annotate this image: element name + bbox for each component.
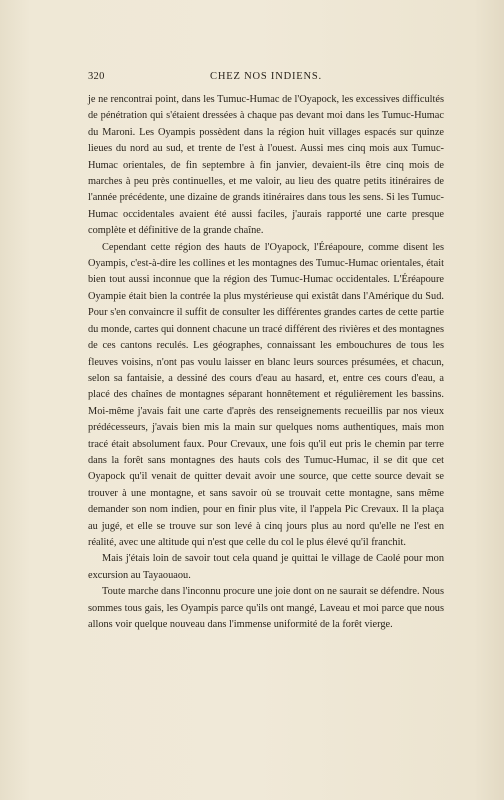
page-header bbox=[88, 71, 444, 85]
body-text bbox=[88, 92, 444, 633]
paragraph-1: je ne rencontrai point, dans les Tumuc-Humac de l'Oyapock, les excessives difficultés de pénétration qui s'étaient dressées à chaque pas devant moi dans les Tumuc-Humac du Maroni. Les Oyampis possèdent dans la région huit villages espacés sur quinze lieues du nord au sud, et trente de l'est à l'ouest. Aussi mes cinq mois aux Tumuc-Humac orientales, de fin septembre à fin janvier, devaient-ils être cinq mois de marches à peu près continuelles, et me valoir, au lieu des quatre petits itinéraires de l'année précédente, une dizaine de grands itinéraires dans tous les sens. Si les Tumuc-Humac occidentales avaient été aussi faciles, j'aurais rapporté une carte presque complète et définitive de la grande chaîne. bbox=[88, 94, 444, 237]
paragraph-4: Toute marche dans l'inconnu procure une joie dont on ne saurait se défendre. Nous sommes tous gais, les Oyampis parce qu'ils ont mangé, Laveau et moi parce que nous allons voir quelque nouveau dans l'immense uniformité de la forêt vierge. bbox=[88, 586, 444, 630]
paragraph-2: Cependant cette région des hauts de l'Oyapock, l'Éréapoure, comme disent les Oyampis, c'est-à-dire les collines et les montagnes des Tumuc-Humac orientales, était bien tout aussi inconnue que la région des Tumuc-Humac occidentales. L'Éréapoure Oyampie était bien la contrée la plus mystérieuse qui existât dans l'Amérique du Sud. Pour s'en convaincre il suffit de consulter les différentes grandes cartes de cette partie du monde, cartes qui donnent chacune un tracé différent des rivières et des montagnes de ces cantons reculés. Les géographes, connaissant les embouchures de tous les fleuves voisins, n'ont pas voulu laisser en blanc leurs sources présumées, et chacun, selon sa fantaisie, a dessiné des cours d'eau au hasard, et, entre ces cours d'eau, a placé des chaînes de montagnes séparant honnêtement et régulièrement les bassins. Moi-même j'avais fait une carte d'après des renseignements recueillis par nos vieux prédécesseurs, j'avais bien mis la main sur quelques noms authentiques, mais mon tracé était absolument faux. Pour Crevaux, une fois qu'il eut pris le chemin par terre dans la forêt sans montagnes des hauts cols des Tumuc-Humac, il se dit que cet Oyapock qu'il venait de quitter devait avoir une source, que cette source devait se trouver à une montagne, et sans savoir où se trouvait cette montagne, sans même demander son nom indien, pour en finir plus vite, il l'appela Pic Crevaux. Il la plaça au jugé, et elle se trouve sur son levé à cinq jours plus au nord qu'elle ne l'est en réalité, avec une altitude qui n'est que celle du col le plus élevé qu'il franchit. bbox=[88, 241, 444, 548]
running-title: CHEZ NOS INDIENS. bbox=[210, 71, 322, 82]
page-number: 320 bbox=[88, 71, 105, 82]
paragraph-3: Mais j'étais loin de savoir tout cela quand je quittai le village de Caolé pour mon excursion au Tayaouaou. bbox=[88, 553, 444, 581]
